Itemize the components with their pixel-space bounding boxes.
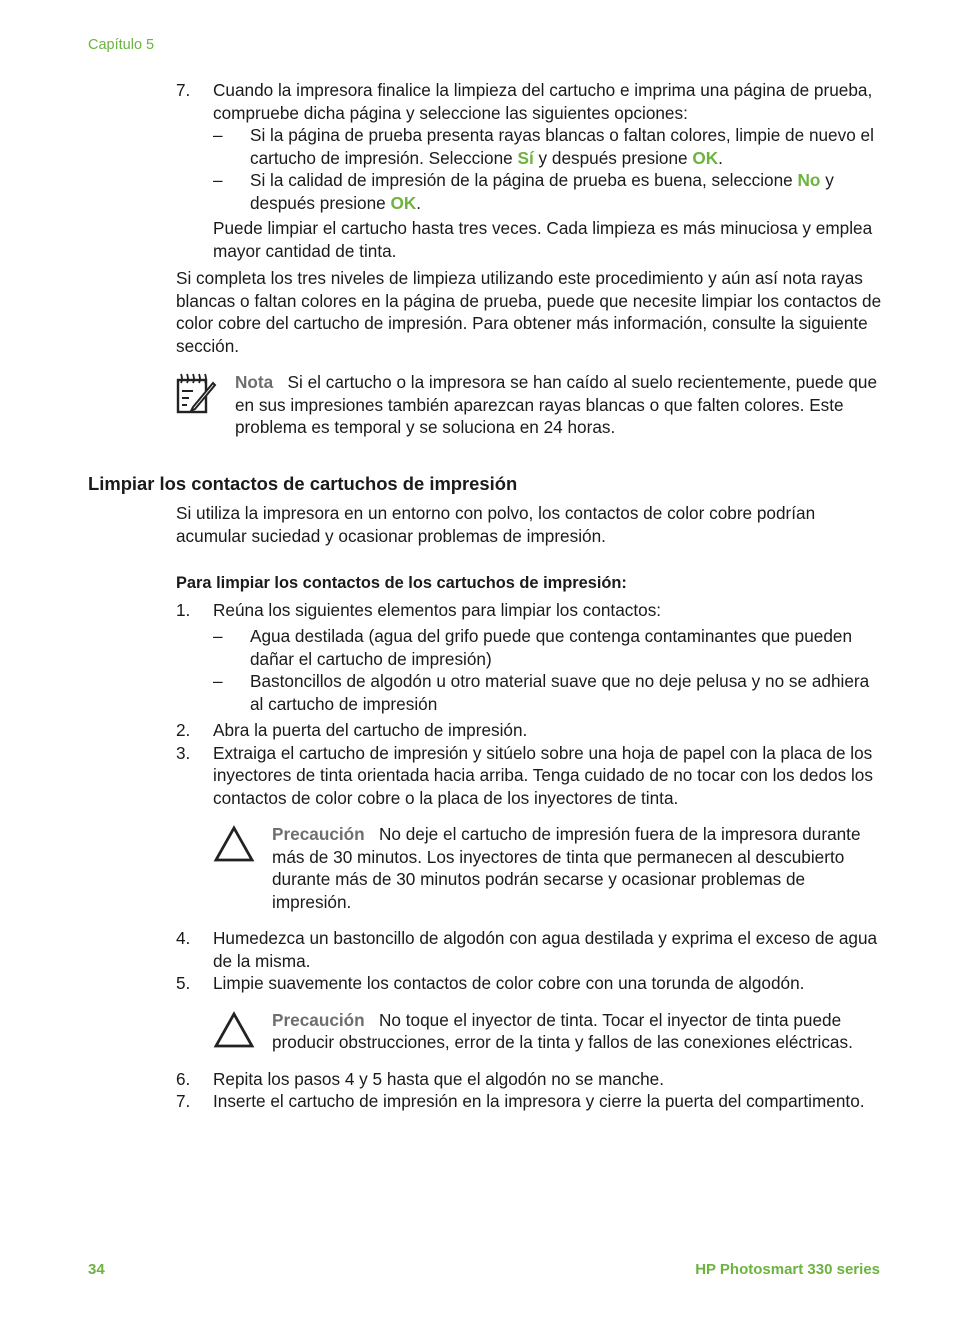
key-si: Sí bbox=[517, 147, 534, 168]
note-text: Nota Si el cartucho o la impresora se han caído al suelo recientemente, puede que en sus impresiones también aparezcan rayas blancas o que falten colores. Este problema es temporal y se soluciona en 24 horas. bbox=[235, 372, 878, 437]
step-item bbox=[176, 927, 882, 972]
page-number: 34 bbox=[88, 1261, 105, 1278]
note-pad-icon bbox=[175, 371, 219, 415]
step-7-item bbox=[176, 79, 882, 124]
caution-text: Precaución No toque el inyector de tinta. Tocar el inyector de tinta puede producir obstrucciones, error de la tinta y fallos de las conexiones eléctricas. bbox=[272, 1009, 853, 1052]
supply-item bbox=[213, 625, 882, 670]
key-no: No bbox=[797, 170, 821, 190]
step-text: Repita los pasos 4 y 5 hasta que el algodón no se manche. bbox=[213, 1068, 664, 1089]
chapter-label: Capítulo 5 bbox=[88, 37, 155, 53]
step-text: Humedezca un bastoncillo de algodón con agua destilada y exprima el exceso de agua de la misma. bbox=[213, 928, 878, 971]
step-text: Limpie suavemente los contactos de color cobre con una torunda de algodón. bbox=[213, 973, 805, 993]
caution-label: Precaución bbox=[272, 1009, 365, 1030]
supply-text: Bastoncillos de algodón u otro material suave que no deje pelusa y no se adhiera al cartucho de impresión bbox=[250, 671, 870, 714]
step-number: 4. bbox=[176, 928, 191, 948]
note-label: Nota bbox=[235, 372, 274, 392]
note-block bbox=[235, 371, 882, 439]
step-text: Cuando la impresora finalice la limpieza del cartucho e imprima una página de prueba, compruebe dicha página y seleccione las siguientes opciones: bbox=[213, 80, 873, 123]
option-text: Si la página de prueba presenta rayas blancas o faltan colores, limpie de nuevo el cartucho de impresión. Seleccione Sí y después presione OK. bbox=[250, 125, 874, 168]
product-name: HP Photosmart 330 series bbox=[695, 1261, 880, 1278]
continued-procedure bbox=[176, 79, 882, 439]
supply-item bbox=[213, 670, 882, 715]
step-text: Inserte el cartucho de impresión en la impresora y cierre la puerta del compartimento. bbox=[213, 1091, 865, 1111]
step-text: Extraiga el cartucho de impresión y sitúelo sobre una hoja de papel con la placa de los inyectores de tinta orientada hacia arriba. Tenga cuidado de no tocar con los dedos los contactos de color cobre o la placa de los inyectores de tinta. bbox=[213, 742, 873, 808]
step-item bbox=[176, 1068, 882, 1091]
step-number: 7. bbox=[176, 80, 191, 100]
option-item-done bbox=[213, 169, 882, 214]
section-heading: Limpiar los contactos de cartuchos de impresión bbox=[88, 473, 518, 494]
section-body bbox=[176, 502, 882, 1113]
section-intro: Si utiliza la impresora en un entorno con polvo, los contactos de color cobre podrían acumular suciedad y ocasionar problemas de impresión. bbox=[176, 503, 816, 546]
dash-bullet: – bbox=[213, 170, 223, 190]
step-number: 3. bbox=[176, 742, 191, 763]
step-number: 5. bbox=[176, 973, 191, 993]
key-ok: OK bbox=[390, 192, 417, 213]
procedure-heading: Para limpiar los contactos de los cartuchos de impresión: bbox=[176, 574, 627, 592]
step-item bbox=[176, 599, 882, 622]
key-ok: OK bbox=[692, 147, 719, 168]
supplies-list bbox=[213, 625, 882, 715]
step-number: 2. bbox=[176, 720, 191, 740]
dash-bullet: – bbox=[213, 626, 223, 646]
step-item bbox=[176, 719, 882, 742]
step-item bbox=[176, 1090, 882, 1113]
caution-label: Precaución bbox=[272, 824, 365, 844]
option-text: Si la calidad de impresión de la página de prueba es buena, seleccione No y después presione OK. bbox=[250, 170, 834, 213]
step-number: 6. bbox=[176, 1068, 191, 1089]
warning-triangle-icon bbox=[213, 825, 255, 863]
dash-bullet: – bbox=[213, 671, 223, 691]
dash-bullet: – bbox=[213, 125, 223, 145]
warning-triangle-icon bbox=[213, 1011, 255, 1049]
step-item bbox=[176, 742, 882, 810]
followup-paragraph: Puede limpiar el cartucho hasta tres veces. Cada limpieza es más minuciosa y emplea mayor cantidad de tinta. bbox=[213, 218, 873, 261]
caution-block bbox=[272, 1009, 882, 1054]
step-number: 7. bbox=[176, 1091, 191, 1111]
caution-text: Precaución No deje el cartucho de impresión fuera de la impresora durante más de 30 minutos. Los inyectores de tinta que permanecen al descubierto durante más de 30 minutos podrán secarse y ocasionar problemas de impresión. bbox=[272, 824, 861, 912]
step-text: Abra la puerta del cartucho de impresión. bbox=[213, 720, 528, 740]
supply-text: Agua destilada (agua del grifo puede que contenga contaminantes que pueden dañar el cartucho de impresión) bbox=[250, 626, 853, 669]
caution-block bbox=[272, 823, 882, 913]
option-list bbox=[213, 124, 882, 214]
summary-paragraph: Si completa los tres niveles de limpieza utilizando este procedimiento y aún así nota rayas blancas o faltan colores en la página de prueba, puede que necesite limpiar los contactos de color cobre del cartucho de impresión. Para obtener más información, consulte la siguiente sección. bbox=[176, 268, 882, 356]
step-text: Reúna los siguientes elementos para limpiar los contactos: bbox=[213, 599, 662, 620]
option-item-retry bbox=[213, 124, 882, 169]
step-item bbox=[176, 972, 882, 995]
step-number: 1. bbox=[176, 599, 191, 620]
